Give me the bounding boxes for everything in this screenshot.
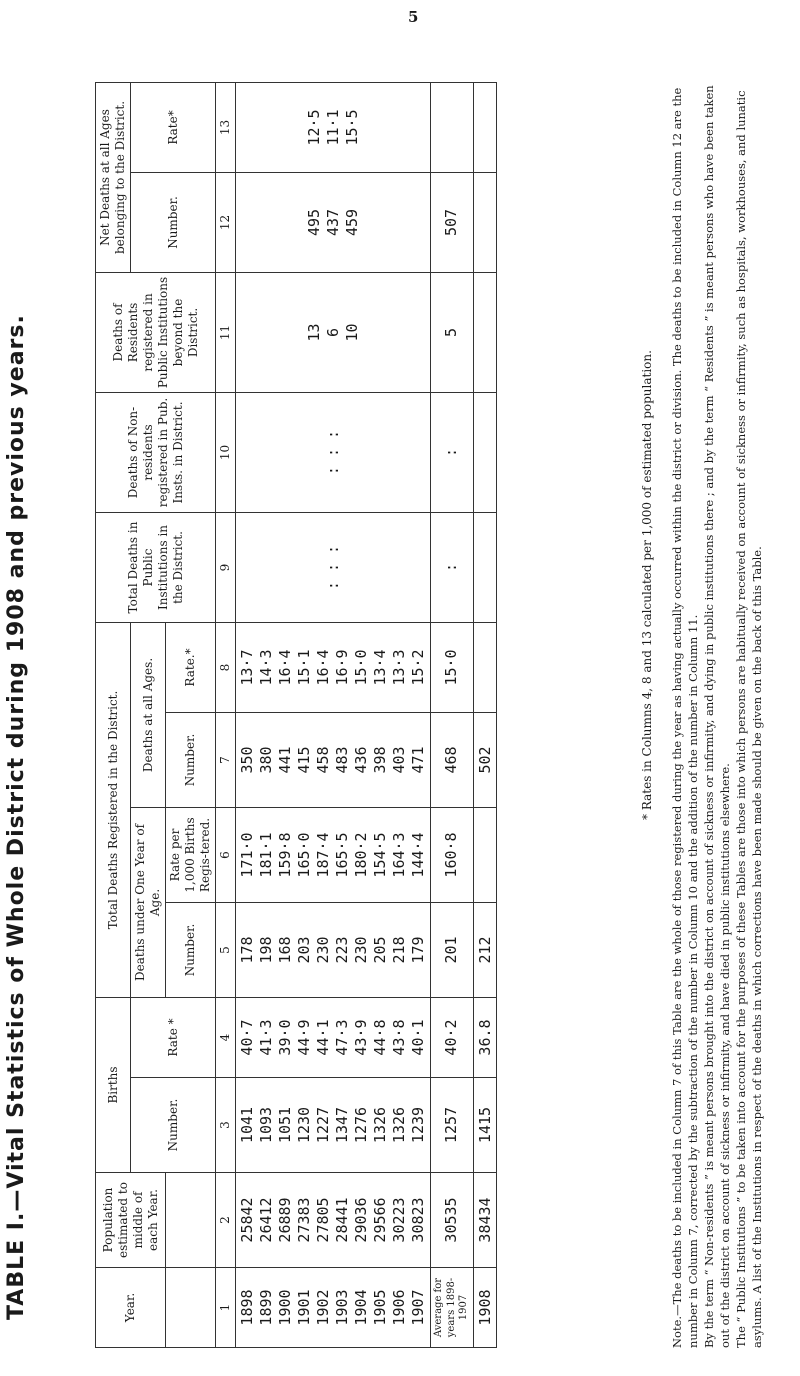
average-net-rate [431, 82, 474, 172]
residents-outside-header: Deaths of Residents registered in Public Institutions beyond the District. [96, 272, 216, 392]
average-births: 1257 [431, 1078, 474, 1173]
final-resout [473, 272, 497, 392]
year-column: 1898 1899 1900 1901 1902 1903 1904 1905 1906 1907 [236, 1268, 431, 1348]
average-resout: 5 [431, 272, 474, 392]
final-births: 1415 [473, 1078, 497, 1173]
vital-statistics-table [95, 82, 497, 1348]
population-subheader [166, 1173, 216, 1268]
net-number-header: Number. [131, 172, 216, 272]
note-paragraph: Note.—The deaths to be included in Column 7 of this Table are the whole of those registered during the year as having actually occurred within the district or division. The deaths to be included in Column 12 are the number in Column 7, corrected by the subtraction of the number in Column 10 and the addition of the number in Column 11. [670, 87, 700, 1348]
yearly-data-row [236, 82, 431, 1347]
average-u1-rate: 160·8 [431, 807, 474, 902]
average-public: : [431, 512, 474, 622]
col-number: 9 [216, 512, 236, 622]
net-number-column: 495 437 459 [236, 172, 431, 272]
average-population: 30535 [431, 1173, 474, 1268]
final-deaths-rate [473, 622, 497, 712]
year-header: Year. [96, 1268, 166, 1348]
population-column: 25842 26412 26889 27383 27805 28441 29036 29566 30223 30823 [236, 1173, 431, 1268]
births-rate-header: Rate * [131, 997, 216, 1077]
table-title: TABLE I.—Vital Statistics of Whole District during 1908 and previous years. [4, 314, 29, 1320]
average-label: Average for years 1898-1907 [431, 1268, 474, 1348]
net-rate-header: Rate* [131, 82, 216, 172]
col-number: 12 [216, 172, 236, 272]
average-births-rate: 40·2 [431, 997, 474, 1077]
u1-number-header: Number. [166, 902, 216, 997]
net-deaths-header: Net Deaths at all Ages belonging to the District. [96, 82, 131, 272]
notes-block [670, 78, 766, 1348]
public-institutions-header: Total Deaths in Public Institutions in the District. [96, 512, 216, 622]
final-net [473, 172, 497, 272]
births-number-header: Number. [131, 1078, 216, 1173]
final-year: 1908 [473, 1268, 497, 1348]
under-one-header: Deaths under One Year of Age. [131, 807, 166, 997]
all-ages-header: Deaths at all Ages. [131, 622, 166, 807]
population-header: Population estimated to middle of each Year. [96, 1173, 166, 1268]
average-nonres: : [431, 392, 474, 512]
total-deaths-header: Total Deaths Registered in the District. [96, 622, 131, 997]
col-number: 6 [216, 807, 236, 902]
col-number: 11 [216, 272, 236, 392]
rotated-page [0, 30, 800, 1360]
average-deaths: 468 [431, 712, 474, 807]
final-u1-rate [473, 807, 497, 902]
note-paragraph: The “ Public Institutions ” to be taken into account for the purposes of these Tables are those into which persons are habitually received on account of sickness or infirmity, such as hospitals, workhouses, and lunatic asylums. A list of the Institutions in respect of the deaths in which corrections have been made should be given on the back of this Table. [734, 90, 764, 1348]
final-year-row [473, 82, 497, 1347]
col-number: 8 [216, 622, 236, 712]
average-u1: 201 [431, 902, 474, 997]
final-nonres [473, 392, 497, 512]
col-number: 10 [216, 392, 236, 512]
final-population: 38434 [473, 1173, 497, 1268]
all-number-column: 350 380 441 415 458 483 436 398 403 471 [236, 712, 431, 807]
u1-rate-header: Rate per 1,000 Births Regis-tered. [166, 807, 216, 902]
all-rate-header: Rate.* [166, 622, 216, 712]
year-subheader [166, 1268, 216, 1348]
non-residents-column: : : : [236, 392, 431, 512]
residents-outside-column: 13 6 10 [236, 272, 431, 392]
average-row [431, 82, 474, 1347]
births-rate-column: 40·7 41·3 39·0 44·9 44·1 47·3 43·9 44·8 43·8 40·1 [236, 997, 431, 1077]
col-number: 5 [216, 902, 236, 997]
col-number: 4 [216, 997, 236, 1077]
births-header: Births [96, 997, 131, 1172]
births-number-column: 1041 1093 1051 1230 1227 1347 1276 1326 1326 1239 [236, 1078, 431, 1173]
note-paragraph: By the term “ Non-residents ” is meant persons brought into the district on account of sickness or infirmity, and dying in public institutions there ; and by the term “ Residents ” is meant persons who have been taken out of the district on account of sickness or infirmity, and have died in public institutions elsewhere. [702, 85, 732, 1348]
final-net-rate [473, 82, 497, 172]
average-net: 507 [431, 172, 474, 272]
page-number: 5 [408, 8, 419, 26]
all-rate-column: 13·7 14·3 16·4 15·1 16·4 16·9 15·0 13·4 13·3 15·2 [236, 622, 431, 712]
u1-number-column: 178 198 168 203 230 223 230 205 218 179 [236, 902, 431, 997]
rates-footnote: * Rates in Columns 4, 8 and 13 calculated per 1,000 of estimated population. [640, 350, 654, 820]
col-number: 1 [216, 1268, 236, 1348]
column-number-row [216, 82, 236, 1347]
final-public [473, 512, 497, 622]
col-number: 7 [216, 712, 236, 807]
net-rate-column: 12·5 11·1 15·5 [236, 82, 431, 172]
public-institutions-column: : : : [236, 512, 431, 622]
final-u1: 212 [473, 902, 497, 997]
col-number: 3 [216, 1078, 236, 1173]
average-deaths-rate: 15·0 [431, 622, 474, 712]
col-number: 2 [216, 1173, 236, 1268]
all-number-header: Number. [166, 712, 216, 807]
col-number: 13 [216, 82, 236, 172]
final-births-rate: 36.8 [473, 997, 497, 1077]
final-deaths: 502 [473, 712, 497, 807]
u1-rate-column: 171·0 181·1 159·8 165·0 187·4 165·5 180·2 154·5 164·3 144·4 [236, 807, 431, 902]
non-residents-header: Deaths of Non-residents registered in Pub. Insts. in District. [96, 392, 216, 512]
